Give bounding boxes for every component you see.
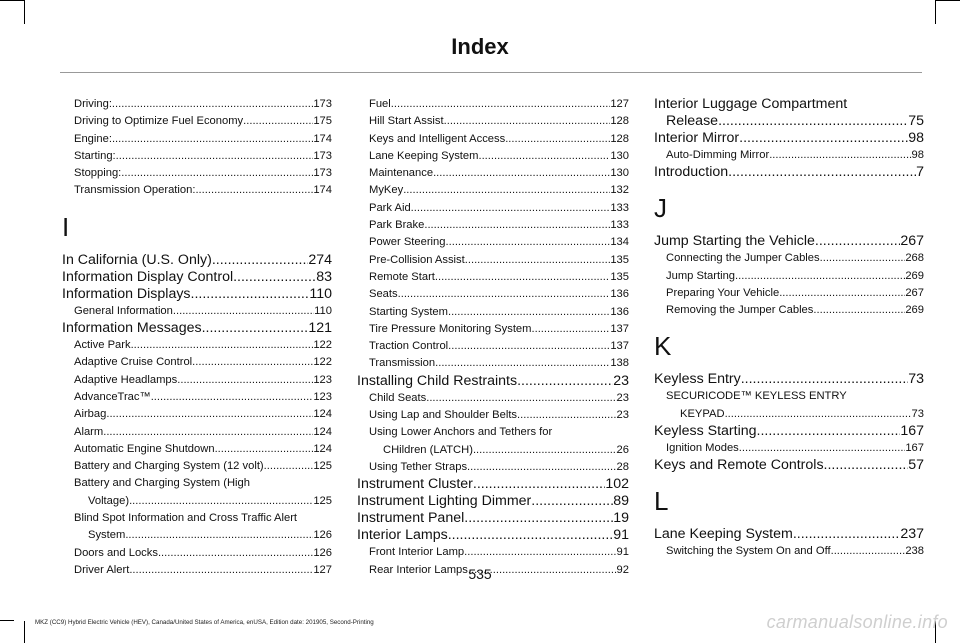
index-entry <box>654 543 924 560</box>
index-entry <box>654 250 924 267</box>
entry-term: Auto-Dimming Mirror <box>666 149 770 161</box>
entry-term: Ignition Modes <box>666 442 739 455</box>
index-entry <box>62 320 332 337</box>
entry-term: Driving to Optimize Fuel Economy <box>74 115 244 128</box>
entry-term: Jump Starting the Vehicle <box>654 233 815 250</box>
leader-dots <box>718 113 908 130</box>
entry-term: Alarm <box>74 425 104 438</box>
leader-dots <box>739 130 908 147</box>
index-entry <box>654 130 924 147</box>
entry-page: 73 <box>911 407 924 420</box>
leader-dots <box>824 457 909 474</box>
index-entry <box>357 269 629 286</box>
leader-dots <box>433 165 610 182</box>
index-column-1 <box>62 96 332 579</box>
entry-term: Fuel <box>369 98 391 110</box>
entry-term: Park Brake <box>369 219 425 232</box>
leader-dots <box>112 131 313 148</box>
entry-term: CHildren (LATCH) <box>383 443 473 456</box>
entry-page: 23 <box>616 409 629 422</box>
leader-dots <box>103 424 313 441</box>
crop-mark <box>935 0 936 24</box>
index-entry <box>357 234 629 251</box>
entry-page: 133 <box>610 201 629 214</box>
index-entry-first-line: Using Lower Anchors and Tethers for <box>369 426 553 439</box>
entry-term: Front Interior Lamp <box>369 546 465 559</box>
index-entry <box>357 527 629 544</box>
entry-page: 132 <box>610 184 629 197</box>
entry-page: 130 <box>610 149 629 162</box>
leader-dots <box>779 285 905 302</box>
index-entry <box>357 200 629 217</box>
leader-dots <box>448 338 610 355</box>
index-entry <box>62 545 332 562</box>
leader-dots <box>173 303 314 320</box>
entry-term: Adaptive Cruise Control <box>74 356 193 369</box>
section-letter: J <box>654 193 667 224</box>
entry-term: Instrument Cluster <box>357 476 473 493</box>
leader-dots <box>426 390 616 407</box>
index-column-3 <box>654 96 924 561</box>
entry-page: 19 <box>613 510 629 527</box>
entry-term: Information Display Control <box>62 268 234 285</box>
entry-term: In California (U.S. Only) <box>62 251 212 268</box>
index-entry <box>654 526 924 543</box>
leader-dots <box>151 389 314 406</box>
entry-page: 174 <box>313 132 332 145</box>
entry-term: Using Tether Straps <box>369 460 468 473</box>
entry-page: 124 <box>313 442 332 455</box>
entry-term: Automatic Engine Shutdown <box>74 442 215 455</box>
entry-page: 110 <box>309 285 332 302</box>
entry-term: Using Lap and Shoulder Belts <box>369 409 518 422</box>
index-entry <box>62 493 332 510</box>
leader-dots <box>212 252 309 269</box>
entry-page: 137 <box>610 322 629 335</box>
entry-term: Voltage) <box>88 494 130 507</box>
index-entry <box>62 527 332 544</box>
index-entry <box>357 286 629 303</box>
leader-dots <box>517 373 613 390</box>
leader-dots <box>444 113 611 130</box>
entry-term: Lane Keeping System <box>369 149 479 162</box>
leader-dots <box>215 441 314 458</box>
entry-page: 98 <box>911 149 924 161</box>
leader-dots <box>478 148 610 165</box>
leader-dots <box>398 286 611 303</box>
index-entry-first-line: Blind Spot Information and Cross Traffic Alert <box>74 512 298 525</box>
entry-page: 123 <box>313 390 332 403</box>
index-entry <box>654 302 924 319</box>
footer-edition-text: MKZ (CC9) Hybrid Electric Vehicle (HEV), Canada/United States of America, enUSA, Edition date: 201905, Second-Printing <box>35 619 374 626</box>
entry-term: Transmission <box>369 357 436 370</box>
leader-dots <box>233 269 316 286</box>
entry-page: 92 <box>616 563 629 576</box>
crop-mark <box>0 620 14 621</box>
entry-term: Power Steering <box>369 236 446 249</box>
entry-page: 75 <box>908 113 924 129</box>
crop-mark <box>24 0 25 24</box>
entry-page: 23 <box>613 372 629 389</box>
entry-term: Starting System <box>369 305 448 318</box>
index-entry <box>357 113 629 130</box>
entry-page: 135 <box>610 270 629 283</box>
leader-dots <box>741 371 908 388</box>
entry-page: 128 <box>610 115 629 128</box>
entry-page: 238 <box>905 545 924 558</box>
index-entry <box>654 147 924 164</box>
leader-dots <box>411 200 611 217</box>
index-entry <box>357 373 629 390</box>
entry-page: 91 <box>613 527 629 544</box>
entry-term: KEYPAD <box>680 407 725 420</box>
entry-page: 28 <box>616 460 629 473</box>
entry-page: 122 <box>313 356 332 369</box>
index-entry <box>62 458 332 475</box>
leader-dots <box>435 355 610 372</box>
index-entry <box>62 424 332 441</box>
entry-page: 73 <box>908 371 924 388</box>
index-entry-first-line: Battery and Charging System (High <box>74 477 250 490</box>
index-entry <box>62 252 332 269</box>
leader-dots <box>517 407 617 424</box>
index-entry <box>357 321 629 338</box>
entry-page: 127 <box>313 563 332 576</box>
entry-term: MyKey <box>369 184 404 197</box>
entry-page: 267 <box>905 286 924 299</box>
entry-page: 128 <box>610 132 629 145</box>
index-entry <box>62 113 332 130</box>
leader-dots <box>815 233 900 250</box>
leader-dots <box>403 182 610 199</box>
entry-page: 269 <box>905 304 924 317</box>
index-entry <box>62 337 332 354</box>
index-entry <box>62 372 332 389</box>
entry-term: Maintenance <box>369 167 434 180</box>
entry-page: 173 <box>313 167 332 180</box>
leader-dots <box>813 302 905 319</box>
index-entry <box>62 303 332 320</box>
index-entry <box>62 389 332 406</box>
entry-page: 124 <box>313 425 332 438</box>
entry-page: 122 <box>313 339 332 352</box>
leader-dots <box>735 268 905 285</box>
leader-dots <box>195 182 313 199</box>
index-entry <box>654 233 924 250</box>
leader-dots <box>264 458 314 475</box>
entry-term: Information Displays <box>62 285 191 302</box>
index-entry <box>654 423 924 440</box>
entry-page: 7 <box>916 164 924 181</box>
entry-page: 133 <box>610 219 629 232</box>
leader-dots <box>769 147 911 164</box>
entry-page: 134 <box>610 236 629 249</box>
entry-page: 237 <box>900 526 924 543</box>
entry-term: Lane Keeping System <box>654 526 793 543</box>
index-entry <box>654 164 924 181</box>
index-entry <box>357 442 629 459</box>
index-entry <box>357 182 629 199</box>
index-entry <box>357 96 629 113</box>
leader-dots <box>112 96 313 113</box>
leader-dots <box>435 269 610 286</box>
entry-term: Keyless Starting <box>654 423 757 440</box>
index-entry <box>357 459 629 476</box>
index-entry <box>654 371 924 388</box>
leader-dots <box>424 217 610 234</box>
index-entry <box>357 544 629 561</box>
page-title: Index <box>451 34 509 59</box>
index-entry <box>62 131 332 148</box>
entry-page: 91 <box>616 546 629 559</box>
entry-page: 123 <box>313 373 332 386</box>
entry-term: Rear Interior Lamps <box>369 563 468 576</box>
entry-term: Driver Alert <box>74 563 130 576</box>
entry-page: 137 <box>610 340 629 353</box>
index-entry <box>357 355 629 372</box>
entry-term: Park Aid <box>369 201 411 214</box>
section-letter: L <box>654 486 669 517</box>
crop-mark <box>0 0 24 1</box>
leader-dots <box>106 406 313 423</box>
entry-page: 173 <box>313 149 332 162</box>
entry-term: System <box>88 529 126 542</box>
entry-term: Tire Pressure Monitoring System <box>369 322 532 335</box>
leader-dots <box>757 423 901 440</box>
entry-page: 138 <box>610 357 629 370</box>
leader-dots <box>505 131 610 148</box>
entry-page: 126 <box>313 546 332 559</box>
entry-term: Adaptive Headlamps <box>74 373 178 386</box>
entry-page: 126 <box>313 529 332 542</box>
index-entry <box>357 510 629 527</box>
entry-term: Information Messages <box>62 320 202 337</box>
leader-dots <box>820 250 906 267</box>
entry-term: Keys and Intelligent Access <box>369 132 506 145</box>
index-entry <box>357 252 629 269</box>
entry-term: Keyless Entry <box>654 371 741 388</box>
index-entry <box>654 440 924 457</box>
index-entry <box>357 165 629 182</box>
section-letter: K <box>654 331 672 362</box>
entry-term: General Information <box>74 304 173 317</box>
entry-page: 83 <box>316 268 332 285</box>
entry-page: 274 <box>308 251 332 268</box>
index-entry-first-line: Interior Luggage Compartment <box>654 96 848 112</box>
entry-term: Release <box>666 113 719 129</box>
entry-page: 110 <box>314 304 332 317</box>
leader-dots <box>202 320 309 337</box>
leader-dots <box>531 493 613 510</box>
leader-dots <box>464 510 613 527</box>
leader-dots <box>725 406 912 423</box>
entry-page: 135 <box>610 253 629 266</box>
index-entry <box>357 304 629 321</box>
header-rule <box>60 72 922 73</box>
entry-page: 174 <box>313 184 332 197</box>
leader-dots <box>473 442 617 459</box>
entry-term: Instrument Panel <box>357 510 465 527</box>
index-entry <box>62 148 332 165</box>
entry-page: 125 <box>313 460 332 473</box>
leader-dots <box>131 337 314 354</box>
index-entry <box>62 165 332 182</box>
entry-page: 127 <box>610 98 629 110</box>
entry-term: Interior Lamps <box>357 527 448 544</box>
index-entry <box>654 406 924 423</box>
entry-term: Introduction <box>654 164 729 181</box>
entry-term: Connecting the Jumper Cables <box>666 252 820 265</box>
index-entry <box>357 148 629 165</box>
index-entry <box>357 131 629 148</box>
entry-term: Battery and Charging System (12 volt) <box>74 460 264 473</box>
entry-page: 130 <box>610 167 629 180</box>
index-entry-first-line: SECURICODE™ KEYLESS ENTRY <box>666 390 847 403</box>
entry-term: Remote Start <box>369 270 435 283</box>
leader-dots <box>446 234 611 251</box>
entry-term: Seats <box>369 288 398 301</box>
entry-term: Jump Starting <box>666 269 736 282</box>
leader-dots <box>465 252 611 269</box>
entry-page: 173 <box>313 98 332 110</box>
entry-term: Preparing Your Vehicle <box>666 286 780 299</box>
entry-page: 23 <box>616 391 629 404</box>
entry-term: Pre-Collision Assist <box>369 253 465 266</box>
leader-dots <box>129 493 313 510</box>
entry-term: Switching the System On and Off <box>666 545 831 558</box>
leader-dots <box>192 354 313 371</box>
entry-page: 98 <box>908 130 924 146</box>
entry-term: Driving: <box>74 98 112 110</box>
index-entry <box>654 113 924 130</box>
entry-page: 125 <box>313 494 332 507</box>
leader-dots <box>793 526 901 543</box>
leader-dots <box>243 113 313 130</box>
crop-mark <box>24 621 25 643</box>
section-letter: I <box>62 211 70 242</box>
entry-term: Starting: <box>74 149 116 162</box>
entry-term: Child Seats <box>369 391 427 404</box>
entry-page: 136 <box>610 288 629 301</box>
entry-term: Removing the Jumper Cables <box>666 304 814 317</box>
entry-term: Instrument Lighting Dimmer <box>357 493 532 510</box>
watermark: carmanualsonline.info <box>766 612 948 632</box>
leader-dots <box>177 372 313 389</box>
leader-dots <box>448 304 610 321</box>
index-entry <box>62 441 332 458</box>
entry-term: Stopping: <box>74 167 122 180</box>
leader-dots <box>158 545 313 562</box>
entry-term: Installing Child Restraints <box>357 372 518 389</box>
entry-page: 268 <box>905 252 924 265</box>
entry-term: Hill Start Assist <box>369 115 444 128</box>
entry-page: 124 <box>313 408 332 421</box>
entry-term: Transmission Operation: <box>74 184 196 197</box>
leader-dots <box>116 148 314 165</box>
index-entry <box>357 217 629 234</box>
index-entry <box>62 96 332 113</box>
crop-mark <box>936 0 960 1</box>
leader-dots <box>473 476 605 493</box>
leader-dots <box>728 164 916 181</box>
index-entry <box>62 286 332 303</box>
leader-dots <box>448 527 614 544</box>
entry-page: 269 <box>905 269 924 282</box>
entry-term: Keys and Remote Controls <box>654 457 824 474</box>
index-entry <box>357 407 629 424</box>
leader-dots <box>831 543 906 560</box>
leader-dots <box>467 459 617 476</box>
entry-page: 167 <box>900 423 924 440</box>
entry-term: Interior Mirror <box>654 130 740 146</box>
index-column-2 <box>357 96 629 579</box>
entry-page: 102 <box>605 476 629 493</box>
page-number: 535 <box>468 566 492 582</box>
index-entry <box>357 493 629 510</box>
entry-page: 136 <box>610 305 629 318</box>
index-entry <box>357 338 629 355</box>
leader-dots <box>739 440 906 457</box>
leader-dots <box>391 96 611 113</box>
entry-page: 57 <box>908 457 924 474</box>
entry-term: Airbag <box>74 408 107 421</box>
index-entry <box>357 390 629 407</box>
leader-dots <box>464 544 616 561</box>
entry-term: Engine: <box>74 132 112 145</box>
index-entry <box>62 406 332 423</box>
leader-dots <box>121 165 313 182</box>
entry-page: 89 <box>613 493 629 510</box>
index-entry <box>62 354 332 371</box>
entry-page: 175 <box>313 115 332 128</box>
index-entry <box>654 268 924 285</box>
index-entry <box>654 457 924 474</box>
entry-page: 121 <box>308 320 332 337</box>
entry-term: Active Park <box>74 339 131 352</box>
index-entry <box>357 476 629 493</box>
index-entry <box>654 285 924 302</box>
entry-page: 26 <box>616 443 629 456</box>
leader-dots <box>125 527 313 544</box>
entry-term: AdvanceTrac™ <box>74 390 151 403</box>
entry-term: Doors and Locks <box>74 546 158 559</box>
leader-dots <box>531 321 610 338</box>
index-entry <box>62 182 332 199</box>
leader-dots <box>191 286 310 303</box>
entry-term: Traction Control <box>369 340 449 353</box>
entry-page: 167 <box>905 442 924 455</box>
index-entry <box>62 269 332 286</box>
entry-page: 267 <box>900 233 924 250</box>
